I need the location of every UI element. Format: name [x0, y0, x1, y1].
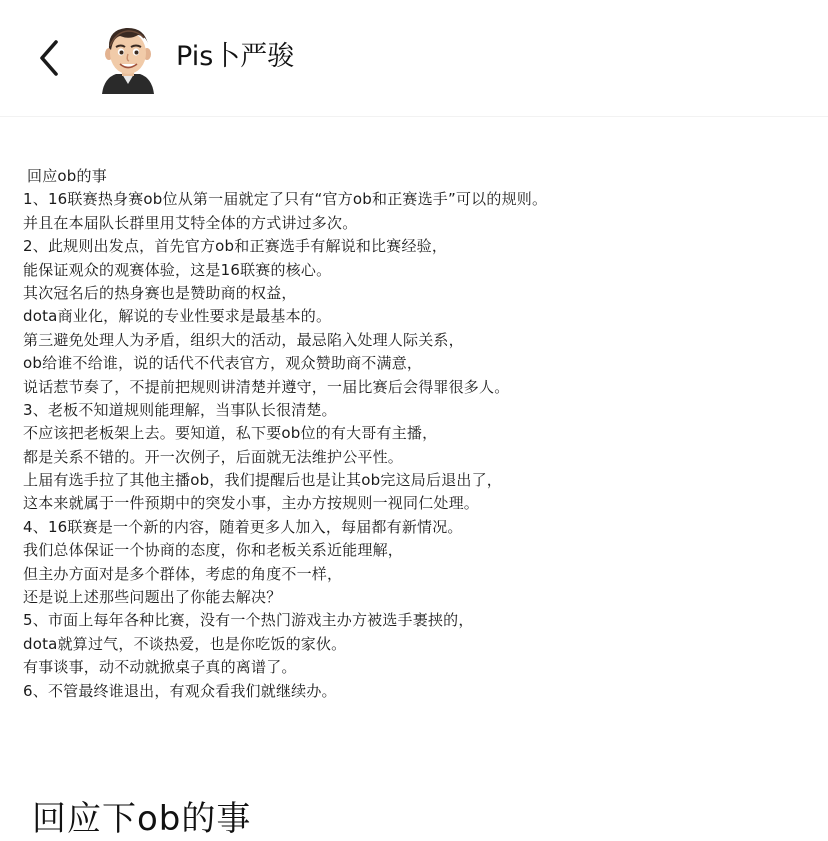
- avatar[interactable]: [96, 22, 160, 94]
- post-line: 都是关系不错的。开一次例子，后面就无法维护公平性。: [23, 447, 404, 466]
- chevron-left-icon: [30, 36, 70, 80]
- post-line: 这本来就属于一件预期中的突发小事，主办方按规则一视同仁处理。: [23, 494, 480, 513]
- post-line: 说话惹节奏了，不提前把规则讲清楚并遵守，一届比赛后会得罪很多人。: [23, 377, 510, 396]
- cartoon-avatar-image: [96, 22, 160, 94]
- post-line: 有事谈事，动不动就掀桌子真的离谱了。: [23, 658, 297, 677]
- post-line: 5、市面上每年各种比赛，没有一个热门游戏主办方被选手裹挟的，: [23, 611, 474, 630]
- post-line: ob给谁不给谁，说的话代不代表官方，观众赞助商不满意，: [23, 354, 423, 373]
- post-line: 回应ob的事: [27, 167, 107, 185]
- post-line: 能保证观众的观赛体验，这是16联赛的核心。: [23, 260, 332, 279]
- post-text-body: [23, 165, 547, 703]
- post-line: 我们总体保证一个协商的态度，你和老板关系近能理解，: [23, 541, 404, 560]
- post-line: 2、此规则出发点，首先官方ob和正赛选手有解说和比赛经验，: [23, 237, 448, 256]
- post-line: 6、不管最终谁退出，有观众看我们就继续办。: [23, 681, 337, 700]
- post-title: 回应下ob的事: [32, 798, 252, 839]
- post-line: 上届有选手拉了其他主播ob，我们提醒后也是让其ob完这局后退出了，: [23, 471, 503, 490]
- post-line: 不应该把老板架上去。要知道，私下要ob位的有大哥有主播，: [23, 424, 438, 443]
- post-line: 1、16联赛热身赛ob位从第一届就定了只有“官方ob和正赛选手”可以的规则。: [23, 190, 548, 209]
- post-line: 其次冠名后的热身赛也是赞助商的权益，: [23, 283, 297, 302]
- back-button[interactable]: [30, 36, 70, 80]
- post-header: [0, 0, 828, 112]
- post-line: 第三避免处理人为矛盾，组织大的活动，最忌陷入处理人际关系，: [23, 330, 464, 349]
- post-text-image[interactable]: [0, 117, 828, 757]
- post-line: 并且在本届队长群里用艾特全体的方式讲过多次。: [23, 213, 358, 232]
- username[interactable]: Pis卜严骏: [176, 41, 295, 72]
- post-line: 4、16联赛是一个新的内容，随着更多人加入，每届都有新情况。: [23, 517, 463, 536]
- post-line: 但主办方面对是多个群体，考虑的角度不一样，: [23, 564, 343, 583]
- post-line: dota就算过气，不谈热爱，也是你吃饭的家伙。: [23, 634, 347, 653]
- post-line: 还是说上述那些问题出了你能去解决？: [23, 588, 282, 607]
- post-line: 3、老板不知道规则能理解，当事队长很清楚。: [23, 400, 337, 419]
- post-line: dota商业化，解说的专业性要求是最基本的。: [23, 307, 332, 326]
